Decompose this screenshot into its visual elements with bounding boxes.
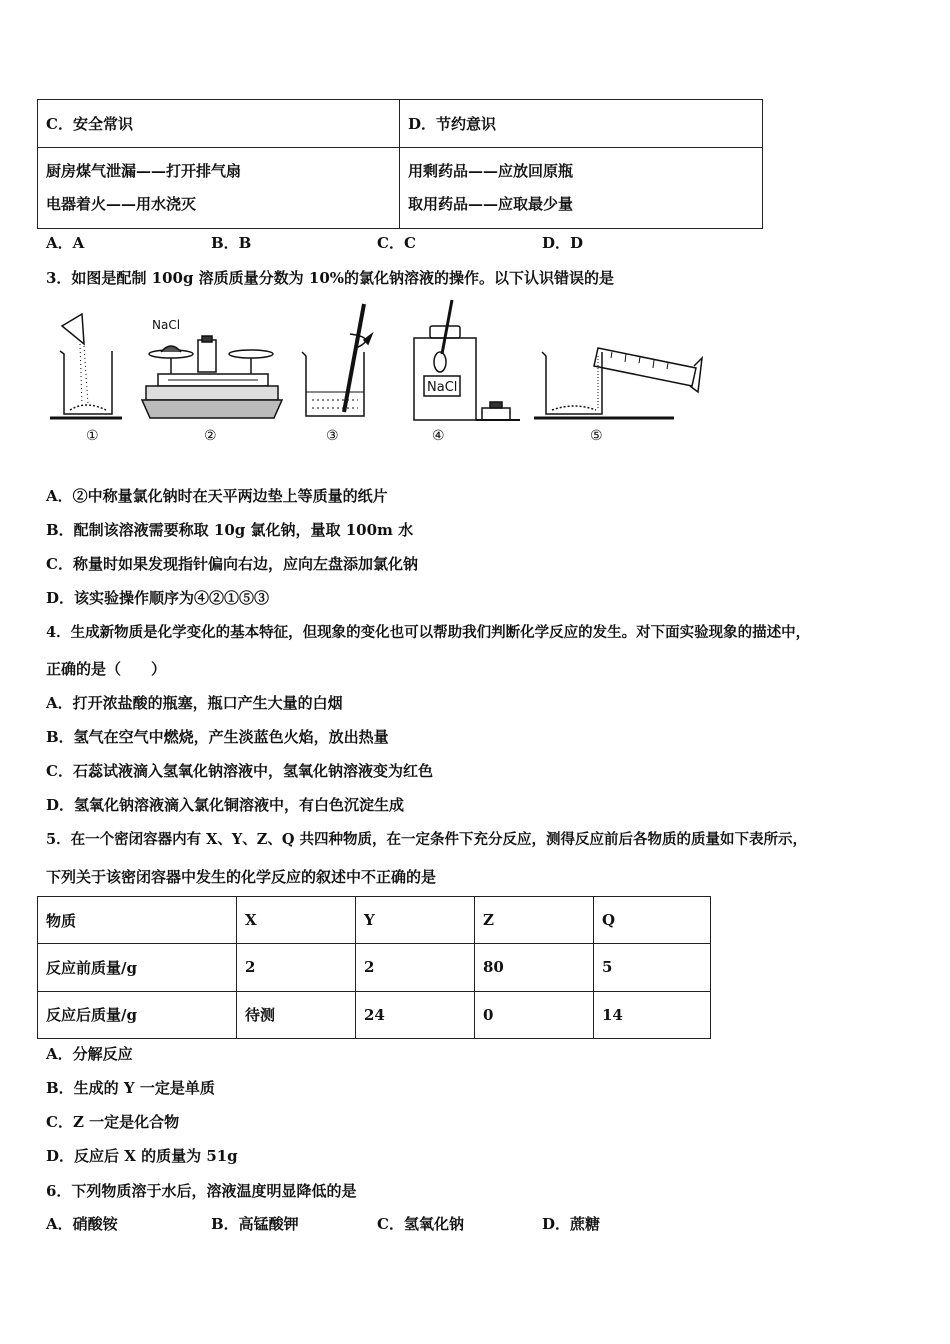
q5-stem-line2: 下列关于该密闭容器中发生的化学反应的叙述中不正确的是	[46, 868, 437, 886]
q5-row1-z: 80	[475, 944, 594, 991]
table1-header-d: D．节约意识	[400, 100, 763, 148]
q5-row1-q: 5	[594, 944, 711, 991]
q3-option-d[interactable]: D．该实验操作顺序为④②①⑤③	[46, 589, 270, 607]
fig-label-4: ④	[432, 428, 445, 444]
pouring-beaker-illustration	[50, 314, 122, 418]
q5-row1-y: 2	[356, 944, 475, 991]
q5-header-x: X	[237, 897, 356, 944]
q5-row1-label: 反应前质量/g	[38, 944, 237, 991]
q3-option-c[interactable]: C．称量时如果发现指针偏向右边，应向左盘添加氯化钠	[46, 555, 418, 573]
balance-illustration	[142, 318, 282, 418]
q5-row2-x: 待测	[237, 991, 356, 1038]
table-row	[38, 897, 711, 944]
q5-header-substance: 物质	[38, 897, 237, 944]
q6-option-c[interactable]: C．氢氧化钠	[377, 1215, 464, 1233]
table-row	[38, 991, 711, 1038]
fig-label-5: ⑤	[590, 428, 603, 444]
fig-label-3: ③	[326, 428, 339, 444]
fig-label-2: ②	[204, 428, 217, 444]
q2-option-d[interactable]: D．D	[542, 234, 584, 252]
q5-option-b[interactable]: B．生成的 Y 一定是单质	[46, 1079, 215, 1097]
q2-options	[46, 232, 766, 252]
table1-header-c: C．安全常识	[38, 100, 400, 148]
q5-row2-label: 反应后质量/g	[38, 991, 237, 1038]
q5-row2-y: 24	[356, 991, 475, 1038]
q2-option-a[interactable]: A．A	[46, 234, 85, 252]
q3-figure-svg	[46, 296, 716, 452]
fig-label-1: ①	[86, 428, 99, 444]
safety-saving-table	[37, 99, 763, 229]
table-row	[38, 944, 711, 991]
q4-option-c[interactable]: C．石蕊试液滴入氢氧化钠溶液中，氢氧化钠溶液变为红色	[46, 762, 433, 780]
table1-c-line1: 厨房煤气泄漏——打开排气扇	[46, 162, 242, 180]
q3-stem: 3．如图是配制 100g 溶质质量分数为 10%的氯化钠溶液的操作。以下认识错误的是	[46, 269, 615, 287]
q4-stem-line1: 4．生成新物质是化学变化的基本特征，但现象的变化也可以帮助我们判断化学反应的发生。对下面实验现象的描述中，	[46, 624, 811, 641]
q5-option-c[interactable]: C．Z 一定是化合物	[46, 1113, 180, 1131]
q5-row2-z: 0	[475, 991, 594, 1038]
q5-stem-line1: 5．在一个密闭容器内有 X、Y、Z、Q 共四种物质，在一定条件下充分反应，测得反应前后各物质的质量如下表所示，	[46, 831, 807, 848]
q2-option-b[interactable]: B．B	[211, 234, 252, 252]
table1-d-line2: 取用药品——应取最少量	[408, 195, 574, 213]
reagent-bottle-illustration	[414, 300, 520, 420]
q5-row1-x: 2	[237, 944, 356, 991]
q5-option-d[interactable]: D．反应后 X 的质量为 51g	[46, 1147, 238, 1165]
q6-option-d[interactable]: D．蔗糖	[542, 1215, 601, 1233]
cylinder-pouring-illustration	[534, 348, 702, 418]
q5-row2-q: 14	[594, 991, 711, 1038]
q3-figure	[46, 296, 716, 452]
table1-cell-c	[38, 148, 400, 229]
q5-header-y: Y	[356, 897, 475, 944]
q5-mass-table	[37, 896, 711, 1039]
q6-option-b[interactable]: B．高锰酸钾	[211, 1215, 299, 1233]
q4-stem-line2: 正确的是（ ）	[46, 660, 167, 678]
bottle-nacl-label: NaCl	[427, 380, 458, 395]
q6-option-a[interactable]: A．硝酸铵	[46, 1215, 118, 1233]
q5-header-z: Z	[475, 897, 594, 944]
table1-d-line1: 用剩药品——应放回原瓶	[408, 162, 574, 180]
q6-options	[46, 1213, 766, 1233]
q2-option-c[interactable]: C．C	[377, 234, 416, 252]
q3-option-b[interactable]: B．配制该溶液需要称取 10g 氯化钠，量取 100m 水	[46, 521, 414, 539]
q4-option-d[interactable]: D．氢氧化钠溶液滴入氯化铜溶液中，有白色沉淀生成	[46, 796, 405, 814]
balance-nacl-label: NaCl	[152, 318, 181, 332]
table1-cell-d	[400, 148, 763, 229]
q5-option-a[interactable]: A．分解反应	[46, 1045, 133, 1063]
q6-stem: 6．下列物质溶于水后，溶液温度明显降低的是	[46, 1182, 357, 1200]
stirring-beaker-illustration	[302, 304, 372, 416]
q3-option-a[interactable]: A．②中称量氯化钠时在天平两边垫上等质量的纸片	[46, 487, 388, 505]
q4-option-b[interactable]: B．氢气在空气中燃烧，产生淡蓝色火焰，放出热量	[46, 728, 389, 746]
table1-c-line2: 电器着火——用水浇灭	[46, 195, 197, 213]
q5-header-q: Q	[594, 897, 711, 944]
q4-option-a[interactable]: A．打开浓盐酸的瓶塞，瓶口产生大量的白烟	[46, 694, 343, 712]
